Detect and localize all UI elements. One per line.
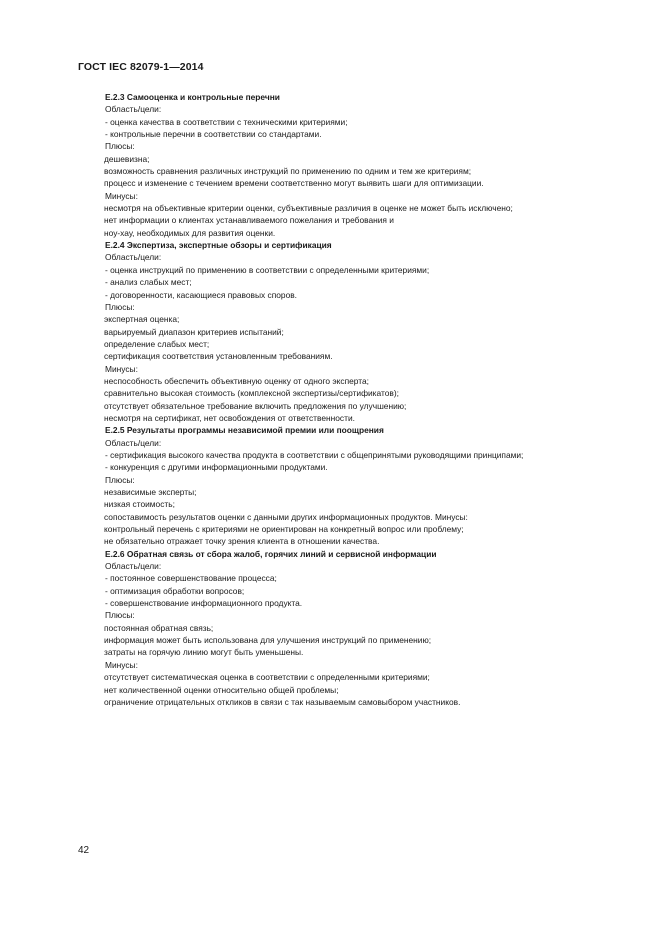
- text-line: варьируемый диапазон критериев испытаний;: [104, 326, 284, 337]
- section-heading: E.2.6 Обратная связь от сбора жалоб, горячих линий и сервисной информации: [105, 548, 437, 559]
- text-line: дешевизна;: [104, 153, 150, 164]
- text-line: возможность сравнения различных инструкций по применению по одним и тем же критериям;: [104, 166, 472, 177]
- section-label: Плюсы:: [105, 474, 135, 485]
- text-line: нет информации о клиентах устанавливаемого пожелания и требования и: [104, 215, 394, 226]
- list-item: - сертификация высокого качества продукта в соответствии с общепринятыми руководящими принципами;: [105, 449, 524, 460]
- list-item: - контрольные перечни в соответствии со стандартами.: [105, 129, 322, 140]
- text-line: экспертная оценка;: [104, 314, 180, 325]
- list-item: - анализ слабых мест;: [105, 277, 192, 288]
- section-label: Область/цели:: [105, 104, 162, 115]
- text-line: низкая стоимость;: [104, 499, 175, 510]
- section-heading: E.2.3 Самооценка и контрольные перечни: [105, 92, 280, 102]
- text-line: информация может быть использована для улучшения инструкций по применению;: [104, 635, 432, 646]
- section-label: Плюсы:: [105, 141, 135, 152]
- list-item: - оценка инструкций по применению в соответствии с определенными критериями;: [105, 264, 430, 275]
- text-line: независимые эксперты;: [104, 487, 197, 497]
- text-line: отсутствует обязательное требование включить предложения по улучшению;: [104, 400, 407, 411]
- text-line: несмотря на сертификат, нет освобождения от ответственности.: [104, 412, 355, 423]
- list-item: - оптимизация обработки вопросов;: [105, 585, 245, 596]
- text-line: процесс и изменение с течением времени соответственно могут выявить шаги для оптимизации.: [104, 178, 484, 189]
- section-heading: E.2.5 Результаты программы независимой премии или поощрения: [105, 425, 384, 436]
- document-header: ГОСТ IEC 82079-1—2014: [78, 61, 204, 73]
- page-number: 42: [78, 845, 90, 856]
- section-label: Область/цели:: [105, 252, 162, 263]
- text-line: определение слабых мест;: [104, 338, 210, 349]
- list-item: - оценка качества в соответствии с техническими критериями;: [105, 116, 348, 127]
- text-line: ограничение отрицательных откликов в связи с так называемым самовыбором участников.: [104, 696, 461, 707]
- section-label: Минусы:: [105, 659, 138, 670]
- text-line: сравнительно высокая стоимость (комплексной экспертизы/сертификатов);: [104, 388, 399, 399]
- list-item: - совершенствование информационного продукта.: [105, 598, 303, 609]
- text-line: контрольный перечень с критериями не ориентирован на конкретный вопрос или проблему;: [104, 524, 464, 535]
- section-label: Плюсы:: [105, 301, 135, 312]
- section-label: Область/цели:: [105, 561, 162, 572]
- text-line: сопоставимость результатов оценки с данными других информационных продуктов. Минусы:: [104, 511, 468, 522]
- document-body: [105, 91, 650, 708]
- section-heading: E.2.4 Экспертиза, экспертные обзоры и сертификация: [105, 240, 332, 251]
- text-line: затраты на горячую линию могут быть уменьшены.: [104, 647, 304, 658]
- section-label: Плюсы:: [105, 610, 135, 621]
- text-line: сертификация соответствия установленным требованиям.: [104, 351, 333, 362]
- text-line: постоянная обратная связь;: [104, 622, 214, 633]
- list-item: - постоянное совершенствование процесса;: [105, 573, 277, 584]
- text-line: нет количественной оценки относительно общей проблемы;: [104, 684, 339, 695]
- text-line: не обязательно отражает точку зрения клиента в отношении качества.: [104, 536, 380, 547]
- section-label: Минусы:: [105, 190, 138, 201]
- text-line: неспособность обеспечить объективную оценку от одного эксперта;: [104, 375, 369, 386]
- list-item: - конкуренция с другими информационными продуктами.: [105, 462, 328, 473]
- text-line: ноу-хау, необходимых для развития оценки.: [104, 227, 276, 238]
- list-item: - договоренности, касающиеся правовых споров.: [105, 289, 298, 300]
- text-line: отсутствует систематическая оценка в соответствии с определенными критериями;: [104, 672, 430, 683]
- section-label: Минусы:: [105, 363, 138, 374]
- section-label: Область/цели:: [105, 437, 162, 448]
- text-line: несмотря на объективные критерии оценки, субъективные различия в оценке не может быть исключено;: [104, 203, 513, 214]
